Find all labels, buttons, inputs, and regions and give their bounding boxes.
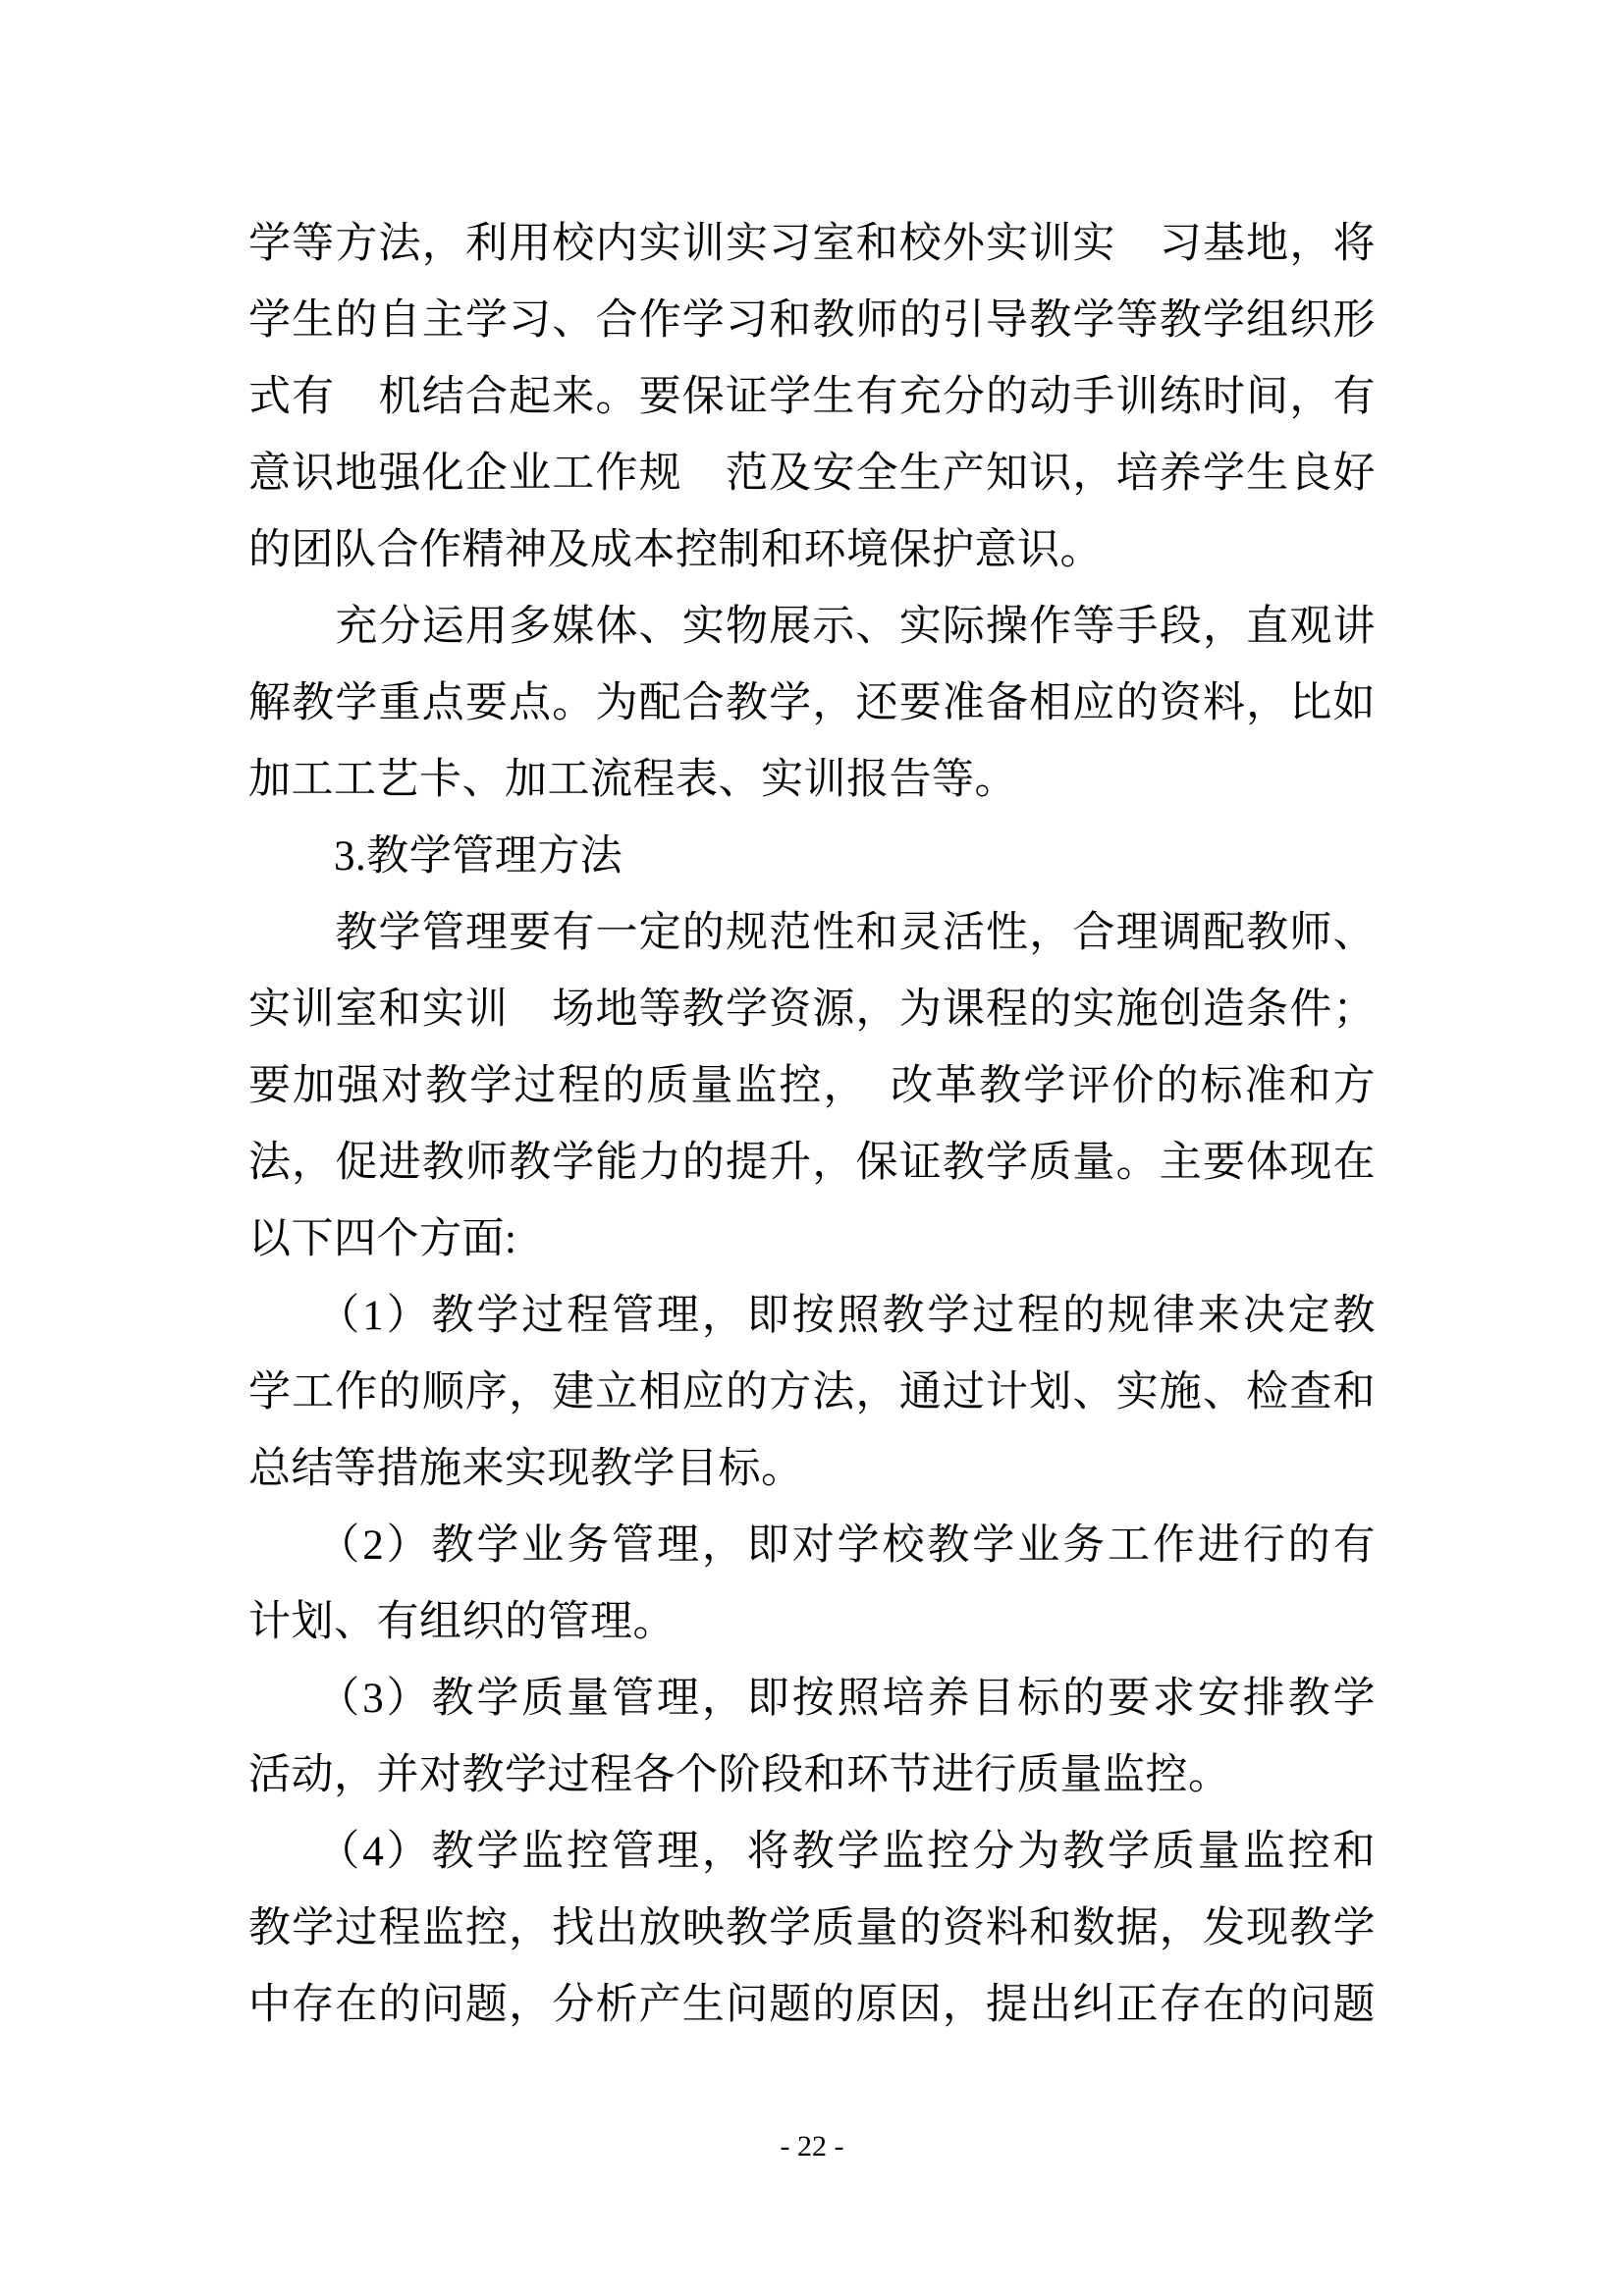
text-line: 计划、有组织的管理。 <box>248 1599 676 1645</box>
text-line: （1）教学过程管理，即按照教学过程的规律来决定教 <box>248 1293 1376 1339</box>
text-line: 教学过程监控，找出放映教学质量的资料和数据，发现教学 <box>248 1905 1376 1951</box>
text-line: 以下四个方面: <box>248 1216 517 1262</box>
text-line: 教学管理要有一定的规范性和灵活性，合理调配教师、 <box>248 910 1376 956</box>
text-line: 要加强对教学过程的质量监控， 改革教学评价的标准和方 <box>248 1063 1376 1109</box>
text-line: 学等方法，利用校内实训实习室和校外实训实 习基地，将 <box>248 221 1376 267</box>
text-line: 意识地强化企业工作规 范及安全生产知识，培养学生良好 <box>248 451 1376 497</box>
document-body <box>248 206 1376 2044</box>
text-line: 解教学重点要点。为配合教学，还要准备相应的资料，比如 <box>248 680 1376 726</box>
text-line: 3.教学管理方法 <box>248 833 623 880</box>
text-line: 学工作的顺序，建立相应的方法，通过计划、实施、检查和 <box>248 1369 1376 1415</box>
text-line: 的团队合作精神及成本控制和环境保护意识。 <box>248 527 1103 573</box>
text-line: 总结等措施来实现教学目标。 <box>248 1446 804 1492</box>
text-line: 式有 机结合起来。要保证学生有充分的动手训练时间，有 <box>248 374 1376 420</box>
text-line: （3）教学质量管理，即按照培养目标的要求安排教学 <box>248 1676 1376 1722</box>
text-line: 法，促进教师教学能力的提升，保证教学质量。主要体现在 <box>248 1140 1376 1186</box>
text-line: （2）教学业务管理，即对学校教学业务工作进行的有 <box>248 1522 1376 1569</box>
text-line: 实训室和实训 场地等教学资源，为课程的实施创造条件； <box>248 987 1376 1033</box>
text-line: 加工工艺卡、加工流程表、实训报告等。 <box>248 757 1017 803</box>
text-line: 学生的自主学习、合作学习和教师的引导教学等教学组织形 <box>248 297 1376 344</box>
text-line: 中存在的问题，分析产生问题的原因，提出纠正存在的问题 <box>248 1982 1376 2028</box>
text-line: （4）教学监控管理，将教学监控分为教学质量监控和 <box>248 1829 1376 1875</box>
text-line: 充分运用多媒体、实物展示、实际操作等手段，直观讲 <box>248 604 1376 650</box>
text-line: 活动，并对教学过程各个阶段和环节进行质量监控。 <box>248 1752 1231 1798</box>
page-number: - 22 - <box>780 2130 844 2163</box>
